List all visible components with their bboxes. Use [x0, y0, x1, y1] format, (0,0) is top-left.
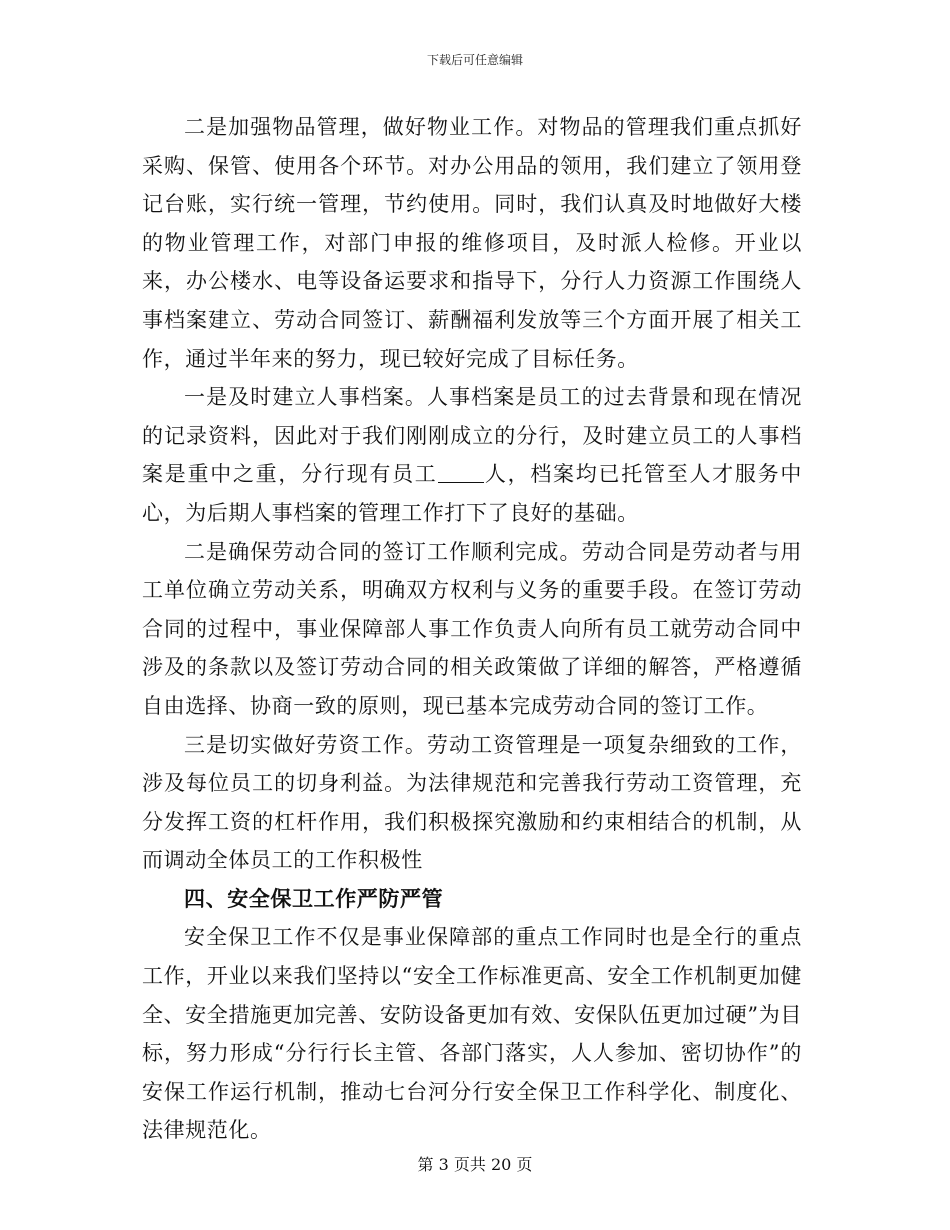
archive-text-before-blank: 一是及时建立人事档案。人事档案是员工的过去背景和现在情况的记录资料，因此对于我们刚刚成立的分行，及时建立员工的人事档案是重中之重，分行现有员工	[142, 385, 802, 487]
section-heading: 四、安全保卫工作严防严管	[184, 886, 444, 911]
staff-count-blank	[438, 461, 484, 483]
paragraph-wages: 三是切实做好劳资工作。劳动工资管理是一项复杂细致的工作，涉及每位员工的切身利益。为法律规范和完善我行劳动工资管理，充分发挥工资的杠杆作用，我们积极探究激励和约束相结合的机制，从而调动全体员工的工作积极性	[142, 732, 802, 873]
paragraph-security: 安全保卫工作不仅是事业保障部的重点工作同时也是全行的重点工作，开业以来我们坚持以“安全工作标准更高、安全工作机制更加健全、安全措施更加完善、安防设备更加有效、安保队伍更加过硬”为目标，努力形成“分行行长主管、各部门落实，人人参加、密切协作”的安保工作运行机制，推动七台河分行安全保卫工作科学化、制度化、法律规范化。	[142, 925, 802, 1143]
paragraph-property-management: 二是加强物品管理，做好物业工作。对物品的管理我们重点抓好采购、保管、使用各个环节。对办公用品的领用，我们建立了领用登记台账，实行统一管理，节约使用。同时，我们认真及时地做好大楼的物业管理工作，对部门申报的维修项目，及时派人检修。开业以来，办公楼水、电等设备运要求和指导下，分行人力资源工作围绕人事档案建立、劳动合同签订、薪酬福利发放等三个方面开展了相关工作，通过半年来的努力，现已较好完成了目标任务。	[142, 115, 802, 371]
paragraph-personnel-archives	[142, 378, 802, 532]
archive-text-after-blank: 人，档案均已托管至人才服务中心，为后期人事档案的管理工作打下了良好的基础。	[142, 462, 802, 525]
document-body	[142, 108, 802, 1150]
paragraph-labor-contracts: 二是确保劳动合同的签订工作顺利完成。劳动合同是劳动者与用工单位确立劳动关系，明确双方权利与义务的重要手段。在签订劳动合同的过程中，事业保障部人事工作负责人向所有员工就劳动合同中涉及的条款以及签订劳动合同的相关政策做了详细的解答，严格遵循自由选择、协商一致的原则，现已基本完成劳动合同的签订工作。	[142, 539, 802, 718]
page-header: 下载后可任意编辑	[426, 53, 523, 67]
page-number: 第 3 页共 20 页	[417, 1155, 533, 1174]
